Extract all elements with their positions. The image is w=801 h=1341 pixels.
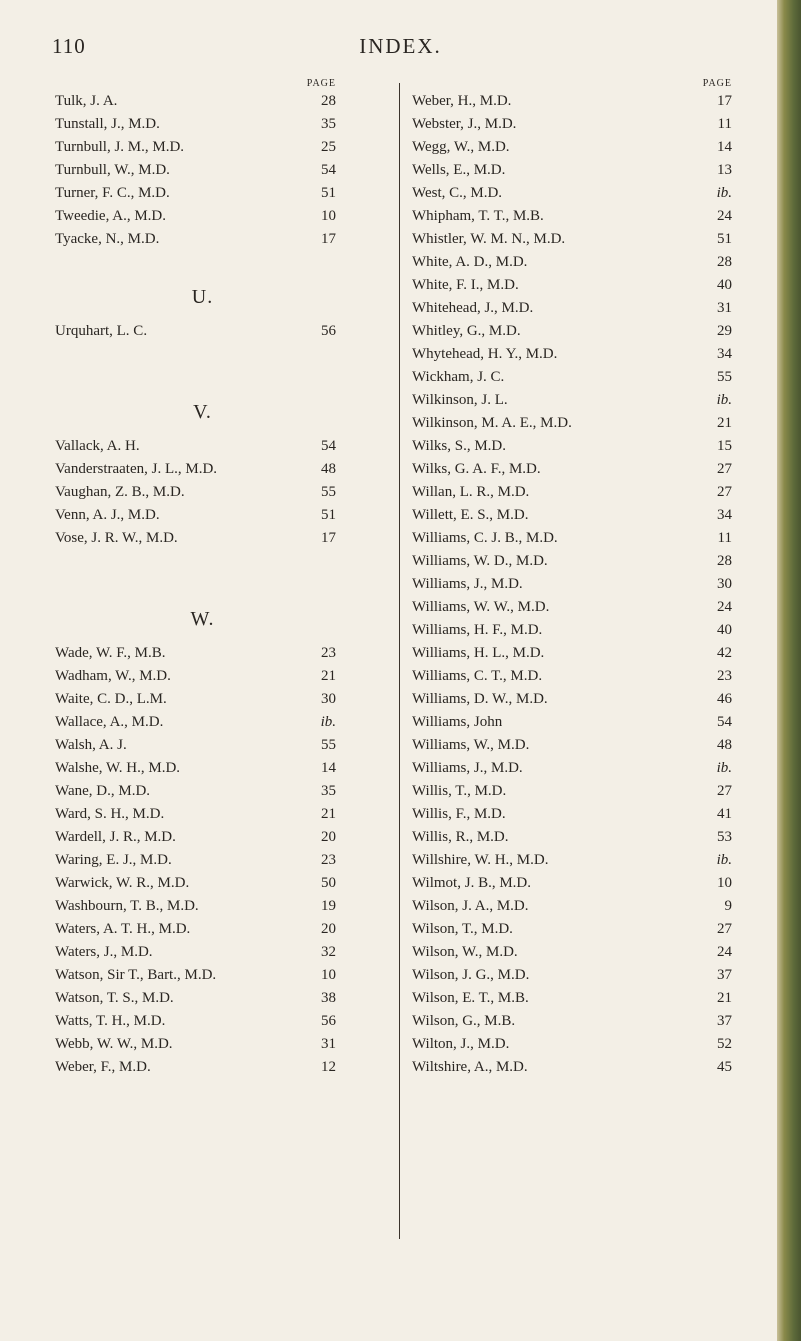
entry-page-number: 32 [321,944,336,960]
entry-page-number: 27 [717,461,732,477]
entry-page-number: 15 [717,438,732,454]
section-letter: V. [193,401,212,423]
entry-page-number: 30 [717,576,732,592]
index-entry [412,320,732,343]
index-entry [412,987,732,1010]
index-entry [55,734,380,757]
entry-name: Wilton, J., M.D. [412,1036,510,1052]
entry-page-number: 10 [321,967,336,983]
index-entry [412,734,732,757]
index-entry [412,573,732,596]
index-entry [55,780,380,803]
entry-name: Wardell, J. R., M.D. [55,829,176,845]
entry-name: Willan, L. R., M.D. [412,484,530,500]
entry-page-number: 10 [321,208,336,224]
index-entry [55,205,380,228]
entry-page-number: 42 [717,645,732,661]
entry-name: Walshe, W. H., M.D. [55,760,181,776]
index-entry [412,826,732,849]
index-entry [55,1010,380,1033]
page-number: 110 [52,34,86,58]
entry-name: Whitehead, J., M.D. [412,300,534,316]
index-entry [55,90,380,113]
entry-name: Waters, J., M.D. [55,944,153,960]
entry-name: Willshire, W. H., M.D. [412,852,549,868]
entry-page-number: 24 [717,944,732,960]
entry-name: Wade, W. F., M.B. [55,645,166,661]
entry-page-number: 10 [717,875,732,891]
page-edge-strip [777,0,801,1341]
entry-name: Wegg, W., M.D. [412,139,510,155]
index-entry [412,412,732,435]
section-gap [55,1079,380,1102]
entry-page-number: ib. [320,714,336,730]
entry-name: Ward, S. H., M.D. [55,806,165,822]
index-entry [55,872,380,895]
entry-name: West, C., M.D. [412,185,503,201]
entry-name: Williams, J., M.D. [412,576,523,592]
index-entry [55,320,380,343]
index-entry [412,872,732,895]
entry-page-number: 17 [321,530,336,546]
index-entry [412,366,732,389]
entry-name: Wadham, W., M.D. [55,668,171,684]
entry-page-number: 31 [717,300,732,316]
index-entry [55,849,380,872]
entry-name: Willett, E. S., M.D. [412,507,529,523]
entry-page-number: 13 [717,162,732,178]
entry-name: Weber, F., M.D. [55,1059,151,1075]
entry-page-number: 56 [321,323,336,339]
index-entry [412,665,732,688]
entry-page-number: 23 [321,645,336,661]
index-entry [412,297,732,320]
index-entry [55,665,380,688]
entry-page-number: 28 [321,93,336,109]
entry-page-number: 11 [717,530,732,546]
index-entry [55,757,380,780]
index-entry [55,182,380,205]
index-entry [412,803,732,826]
entry-page-number: 28 [717,254,732,270]
entry-name: Walsh, A. J. [55,737,127,753]
entry-page-number: ib. [716,852,732,868]
entry-name: White, F. I., M.D. [412,277,519,293]
entry-page-number: 31 [321,1036,336,1052]
section-gap [55,550,380,573]
index-column-left [55,78,380,1102]
entry-page-number: 37 [717,967,732,983]
index-entry [55,458,380,481]
entry-page-number: 34 [717,507,732,523]
entry-name: Warwick, W. R., M.D. [55,875,190,891]
entry-name: Vallack, A. H. [55,438,140,454]
entry-name: White, A. D., M.D. [412,254,528,270]
entry-name: Wane, D., M.D. [55,783,151,799]
index-entry [55,481,380,504]
entry-page-number: 40 [717,622,732,638]
entry-page-number: 55 [321,484,336,500]
page-column-label: PAGE [702,78,732,89]
entry-name: Urquhart, L. C. [55,323,148,339]
entry-page-number: 41 [717,806,732,822]
entry-page-number: 35 [321,116,336,132]
entry-name: Tweedie, A., M.D. [55,208,167,224]
entry-name: Wilson, G., M.B. [412,1013,516,1029]
entry-name: Willis, R., M.D. [412,829,509,845]
index-entry [55,803,380,826]
entry-page-number: 25 [321,139,336,155]
entry-page-number: 23 [717,668,732,684]
entry-page-number: ib. [716,392,732,408]
index-entry [412,182,732,205]
index-entry [412,504,732,527]
index-entry [412,389,732,412]
entry-page-number: 17 [717,93,732,109]
entry-name: Whytehead, H. Y., M.D. [412,346,558,362]
index-entry [55,228,380,251]
section-gap [55,573,380,596]
index-entry [55,688,380,711]
index-entry [412,550,732,573]
entry-page-number: 24 [717,208,732,224]
section-gap [55,343,380,366]
index-entry [55,964,380,987]
entry-name: Webb, W. W., M.D. [55,1036,173,1052]
entry-page-number: 12 [321,1059,336,1075]
index-entry [412,596,732,619]
index-entry [412,343,732,366]
entry-name: Williams, H. L., M.D. [412,645,545,661]
entry-name: Wilks, G. A. F., M.D. [412,461,541,477]
entry-page-number: 51 [717,231,732,247]
index-entry [412,527,732,550]
entry-name: Williams, C. J. B., M.D. [412,530,558,546]
entry-name: Williams, H. F., M.D. [412,622,543,638]
entry-name: Williams, W., M.D. [412,737,530,753]
entry-page-number: 27 [717,921,732,937]
entry-page-number: 21 [321,806,336,822]
entry-page-number: 27 [717,484,732,500]
index-entry [412,458,732,481]
index-entry [412,780,732,803]
entry-name: Wiltshire, A., M.D. [412,1059,528,1075]
entry-page-number: 52 [717,1036,732,1052]
index-entry [412,274,732,297]
entry-page-number: 23 [321,852,336,868]
entry-page-number: 51 [321,185,336,201]
section-letter: W. [190,608,215,630]
entry-page-number: 40 [717,277,732,293]
entry-page-number: 27 [717,783,732,799]
entry-name: Wilson, T., M.D. [412,921,513,937]
entry-name: Watson, T. S., M.D. [55,990,174,1006]
index-entry [55,1056,380,1079]
page-header [0,22,801,62]
entry-page-number: 20 [321,829,336,845]
index-entry [55,711,380,734]
entry-page-number: 48 [717,737,732,753]
index-entry [55,918,380,941]
page-column-label: PAGE [306,78,336,89]
entry-name: Watson, Sir T., Bart., M.D. [55,967,217,983]
entry-page-number: 14 [321,760,336,776]
entry-name: Turner, F. C., M.D. [55,185,170,201]
entry-page-number: 51 [321,507,336,523]
index-entry [55,435,380,458]
index-entry [412,136,732,159]
index-entry [55,826,380,849]
index-entry [55,941,380,964]
entry-name: Whipham, T. T., M.B. [412,208,544,224]
entry-name: Wilkinson, M. A. E., M.D. [412,415,572,431]
section-gap [55,251,380,274]
entry-page-number: 50 [321,875,336,891]
entry-name: Wilson, W., M.D. [412,944,518,960]
index-entry [412,205,732,228]
entry-name: Wilks, S., M.D. [412,438,506,454]
entry-page-number: 14 [717,139,732,155]
index-entry [412,895,732,918]
section-gap [55,366,380,389]
entry-page-number: 34 [717,346,732,362]
entry-page-number: 20 [321,921,336,937]
entry-name: Tyacke, N., M.D. [55,231,160,247]
index-entry [55,136,380,159]
entry-name: Wilkinson, J. L. [412,392,508,408]
entry-name: Waters, A. T. H., M.D. [55,921,191,937]
entry-name: Waring, E. J., M.D. [55,852,172,868]
index-entry [412,90,732,113]
entry-page-number: 21 [717,415,732,431]
entry-page-number: 30 [321,691,336,707]
index-entry [412,688,732,711]
entry-name: Wilson, J. G., M.D. [412,967,530,983]
entry-page-number: 54 [321,438,336,454]
entry-page-number: 19 [321,898,336,914]
entry-name: Washbourn, T. B., M.D. [55,898,199,914]
index-entry [412,711,732,734]
entry-page-number: 21 [717,990,732,1006]
entry-page-number: 21 [321,668,336,684]
index-entry [55,1033,380,1056]
entry-page-number: 55 [321,737,336,753]
index-entry [412,619,732,642]
index-entry [55,987,380,1010]
entry-page-number: 17 [321,231,336,247]
index-entry [412,642,732,665]
entry-page-number: ib. [716,760,732,776]
entry-name: Vanderstraaten, J. L., M.D. [55,461,218,477]
index-entry [412,964,732,987]
entry-page-number: 55 [717,369,732,385]
index-entry [55,642,380,665]
entry-page-number: 24 [717,599,732,615]
entry-page-number: 28 [717,553,732,569]
index-entry [412,757,732,780]
index-entry [412,918,732,941]
entry-name: Webster, J., M.D. [412,116,517,132]
entry-page-number: 38 [321,990,336,1006]
index-entry [412,1033,732,1056]
entry-name: Vaughan, Z. B., M.D. [55,484,185,500]
entry-name: Wilmot, J. B., M.D. [412,875,531,891]
entry-page-number: 37 [717,1013,732,1029]
entry-page-number: 35 [321,783,336,799]
entry-name: Willis, F., M.D. [412,806,506,822]
index-entry [55,113,380,136]
entry-name: Whitley, G., M.D. [412,323,521,339]
section-letter: U. [191,286,214,308]
entry-name: Williams, C. T., M.D. [412,668,543,684]
entry-name: Watts, T. H., M.D. [55,1013,166,1029]
entry-page-number: 54 [321,162,336,178]
entry-name: Williams, John [412,714,503,730]
entry-name: Tulk, J. A. [55,93,118,109]
entry-name: Turnbull, J. M., M.D. [55,139,185,155]
entry-page-number: 53 [717,829,732,845]
entry-page-number: 54 [717,714,732,730]
entry-page-number: 9 [724,898,732,914]
index-entry [412,159,732,182]
entry-name: Williams, D. W., M.D. [412,691,548,707]
entry-page-number: ib. [716,185,732,201]
entry-page-number: 29 [717,323,732,339]
index-entry [412,1010,732,1033]
entry-page-number: 46 [717,691,732,707]
entry-name: Turnbull, W., M.D. [55,162,170,178]
index-entry [412,481,732,504]
entry-page-number: 45 [717,1059,732,1075]
index-entry [55,504,380,527]
index-entry [412,435,732,458]
index-entry [412,849,732,872]
entry-name: Wilson, E. T., M.B. [412,990,529,1006]
entry-page-number: 11 [717,116,732,132]
index-entry [412,941,732,964]
entry-name: Waite, C. D., L.M. [55,691,167,707]
index-entry [412,251,732,274]
entry-name: Wickham, J. C. [412,369,505,385]
index-entry [412,1056,732,1079]
running-head: INDEX. [359,34,442,58]
column-divider [399,83,400,1239]
entry-name: Vose, J. R. W., M.D. [55,530,178,546]
entry-name: Tunstall, J., M.D. [55,116,160,132]
index-entry [55,527,380,550]
index-column-right [412,78,732,1079]
entry-name: Venn, A. J., M.D. [55,507,160,523]
entry-name: Whistler, W. M. N., M.D. [412,231,566,247]
entry-name: Wilson, J. A., M.D. [412,898,529,914]
entry-name: Williams, W. W., M.D. [412,599,550,615]
entry-name: Willis, T., M.D. [412,783,507,799]
entry-name: Williams, W. D., M.D. [412,553,548,569]
entry-name: Weber, H., M.D. [412,93,512,109]
index-entry [412,228,732,251]
index-entry [412,113,732,136]
index-entry [55,895,380,918]
entry-page-number: 48 [321,461,336,477]
index-entry [55,159,380,182]
entry-name: Williams, J., M.D. [412,760,523,776]
entry-name: Wallace, A., M.D. [55,714,164,730]
entry-page-number: 56 [321,1013,336,1029]
entry-name: Wells, E., M.D. [412,162,506,178]
